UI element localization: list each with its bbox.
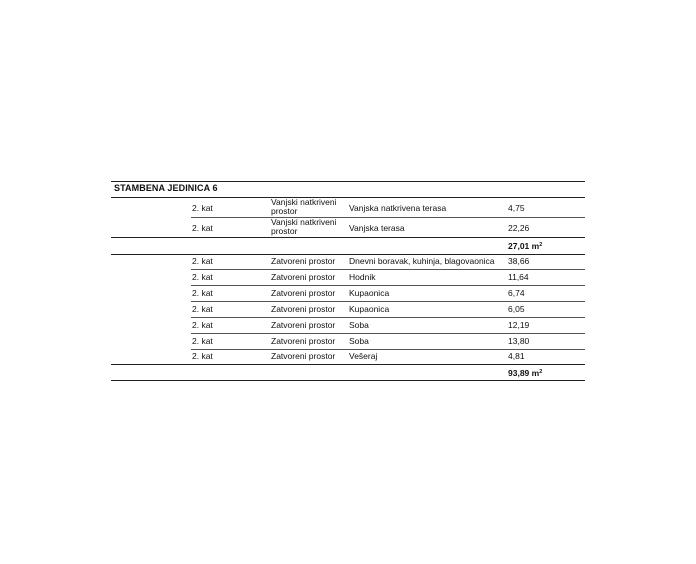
level-cell: 2. kat [192, 256, 213, 266]
table-row [111, 218, 585, 238]
space-type-cell: Zatvoreni prostor [271, 256, 336, 266]
level-cell: 2. kat [192, 288, 213, 298]
level-cell: 2. kat [192, 351, 213, 361]
subtotal-rule [111, 364, 585, 365]
area-cell: 6,74 [508, 288, 525, 298]
subtotal-value: 27,01 m [508, 241, 540, 251]
table-bottom-rule [111, 380, 585, 381]
row-rule [191, 317, 585, 318]
subtotal-outdoor [508, 241, 542, 251]
level-cell: 2. kat [192, 272, 213, 282]
room-cell: Vanjska natkrivena terasa [349, 203, 447, 213]
area-cell: 12,19 [508, 320, 530, 330]
space-type-line2: prostor [271, 226, 298, 236]
space-type-line1: Vanjski natkriveni [271, 217, 337, 227]
space-type-line2: prostor [271, 206, 298, 216]
space-type-cell: Zatvoreni prostor [271, 336, 336, 346]
room-cell: Dnevni boravak, kuhinja, blagovaonica [349, 256, 495, 266]
area-cell: 22,26 [508, 223, 530, 233]
area-cell: 38,66 [508, 256, 530, 266]
row-rule [191, 301, 585, 302]
level-cell: 2. kat [192, 336, 213, 346]
subtotal-value: 93,89 m [508, 368, 540, 378]
area-cell: 4,81 [508, 351, 525, 361]
row-rule [191, 285, 585, 286]
room-cell: Vešeraj [349, 351, 378, 361]
area-cell: 4,75 [508, 203, 525, 213]
space-type-cell: Zatvoreni prostor [271, 272, 336, 282]
space-type-cell: Zatvoreni prostor [271, 320, 336, 330]
space-type-line1: Vanjski natkriveni [271, 197, 337, 207]
level-cell: 2. kat [192, 320, 213, 330]
space-type-cell [271, 198, 337, 216]
room-cell: Vanjska terasa [349, 223, 405, 233]
level-cell: 2. kat [192, 223, 213, 233]
space-type-cell: Zatvoreni prostor [271, 351, 336, 361]
row-rule [191, 349, 585, 350]
group-rule [111, 254, 585, 255]
row-rule [191, 333, 585, 334]
table-row [111, 198, 585, 218]
room-cell: Soba [349, 320, 369, 330]
area-cell: 13,80 [508, 336, 530, 346]
row-rule [191, 269, 585, 270]
unit-superscript: 2 [539, 369, 543, 375]
level-cell: 2. kat [192, 304, 213, 314]
table-top-rule [111, 181, 585, 182]
level-cell: 2. kat [192, 203, 213, 213]
room-cell: Hodnik [349, 272, 376, 282]
room-cell: Kupaonica [349, 288, 390, 298]
room-cell: Kupaonica [349, 304, 390, 314]
subtotal-indoor [508, 368, 542, 378]
room-cell: Soba [349, 336, 369, 346]
area-cell: 11,64 [508, 272, 529, 282]
subtotal-rule [111, 237, 585, 238]
table-title: STAMBENA JEDINICA 6 [114, 183, 218, 193]
space-type-cell [271, 218, 337, 236]
area-cell: 6,05 [508, 304, 525, 314]
space-type-cell: Zatvoreni prostor [271, 304, 336, 314]
space-type-cell: Zatvoreni prostor [271, 288, 336, 298]
unit-superscript: 2 [539, 242, 543, 248]
